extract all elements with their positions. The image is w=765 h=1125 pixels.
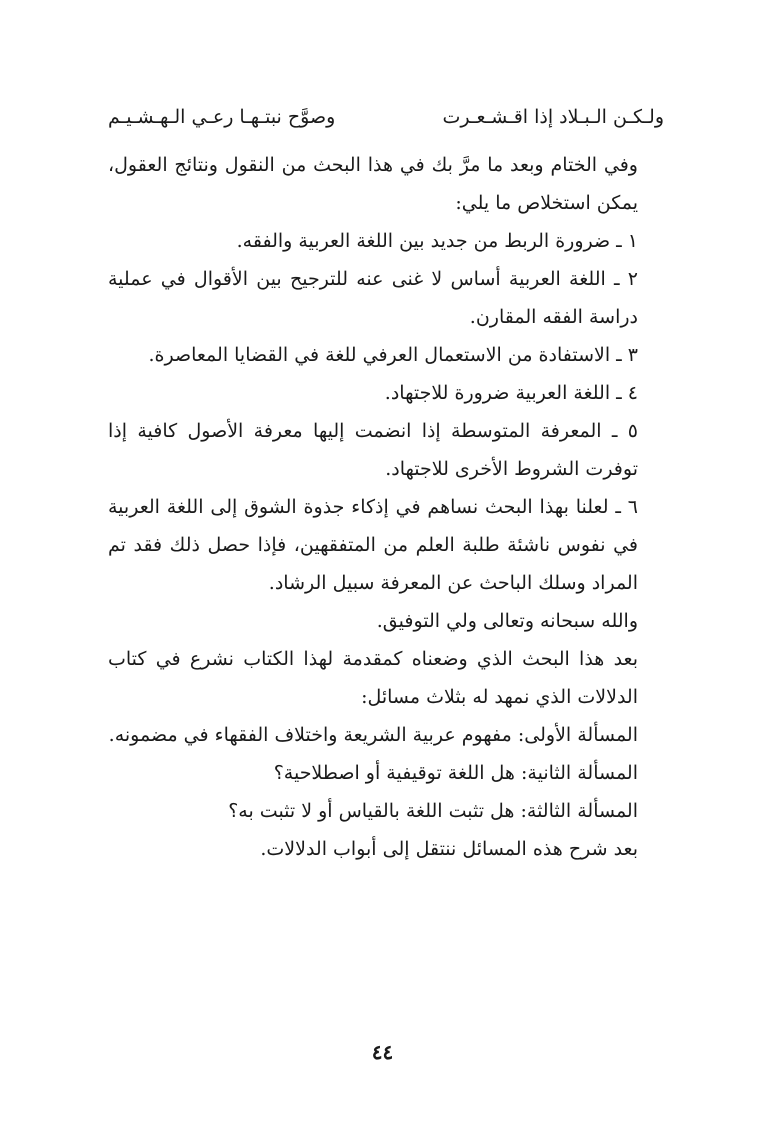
conclusion-item-4: ٤ ـ اللغة العربية ضرورة للاجتهاد.	[384, 382, 638, 404]
poem-second-hemistich: وصوَّح نبتـهـا رعـي الـهـشـيـم	[108, 106, 336, 128]
poem-first-hemistich: ولـكـن الـبـلاد إذا اقـشـعـرت	[442, 106, 664, 128]
page-number: ٤٤	[371, 1040, 394, 1064]
poem-verse	[108, 98, 664, 136]
conclusion-item-6: ٦ ـ لعلنا بهذا البحث نساهم في إذكاء جذوة الشوق إلى اللغة العربية في نفوس ناشئة طلبة العلم من المتفقهين، فإذا حصل ذلك فقد تم المراد وسلك الباحث عن المعرفة سبيل الرشاد.	[108, 496, 638, 594]
issue-second: المسألة الثانية: هل اللغة توقيفية أو اصطلاحية؟	[273, 762, 638, 784]
conclusion-item-1: ١ ـ ضرورة الربط من جديد بين اللغة العربية والفقه.	[236, 230, 638, 252]
intro-paragraph: وفي الختام وبعد ما مرَّ بك في هذا البحث من النقول ونتائج العقول، يمكن استخلاص ما يلي:	[108, 154, 638, 214]
transition-paragraph: بعد هذا البحث الذي وضعناه كمقدمة لهذا الكتاب نشرع في كتاب الدلالات الذي نمهد له بثلاث مسائل:	[108, 648, 638, 708]
conclusion-item-3: ٣ ـ الاستفادة من الاستعمال العرفي للغة في القضايا المعاصرة.	[148, 344, 638, 366]
closing-paragraph: والله سبحانه وتعالى ولي التوفيق.	[376, 610, 638, 632]
conclusion-item-2: ٢ ـ اللغة العربية أساس لا غنى عنه للترجيح بين الأقوال في عملية دراسة الفقه المقارن.	[108, 268, 638, 328]
issue-first: المسألة الأولى: مفهوم عربية الشريعة واختلاف الفقهاء في مضمونه.	[108, 724, 638, 746]
conclusion-item-5: ٥ ـ المعرفة المتوسطة إذا انضمت إليها معرفة الأصول كافية إذا توفرت الشروط الأخرى للاجتهاد.	[108, 420, 638, 480]
body-text	[108, 146, 664, 868]
issue-third: المسألة الثالثة: هل تثبت اللغة بالقياس أو لا تثبت به؟	[228, 800, 638, 822]
final-paragraph: بعد شرح هذه المسائل ننتقل إلى أبواب الدلالات.	[260, 838, 638, 860]
